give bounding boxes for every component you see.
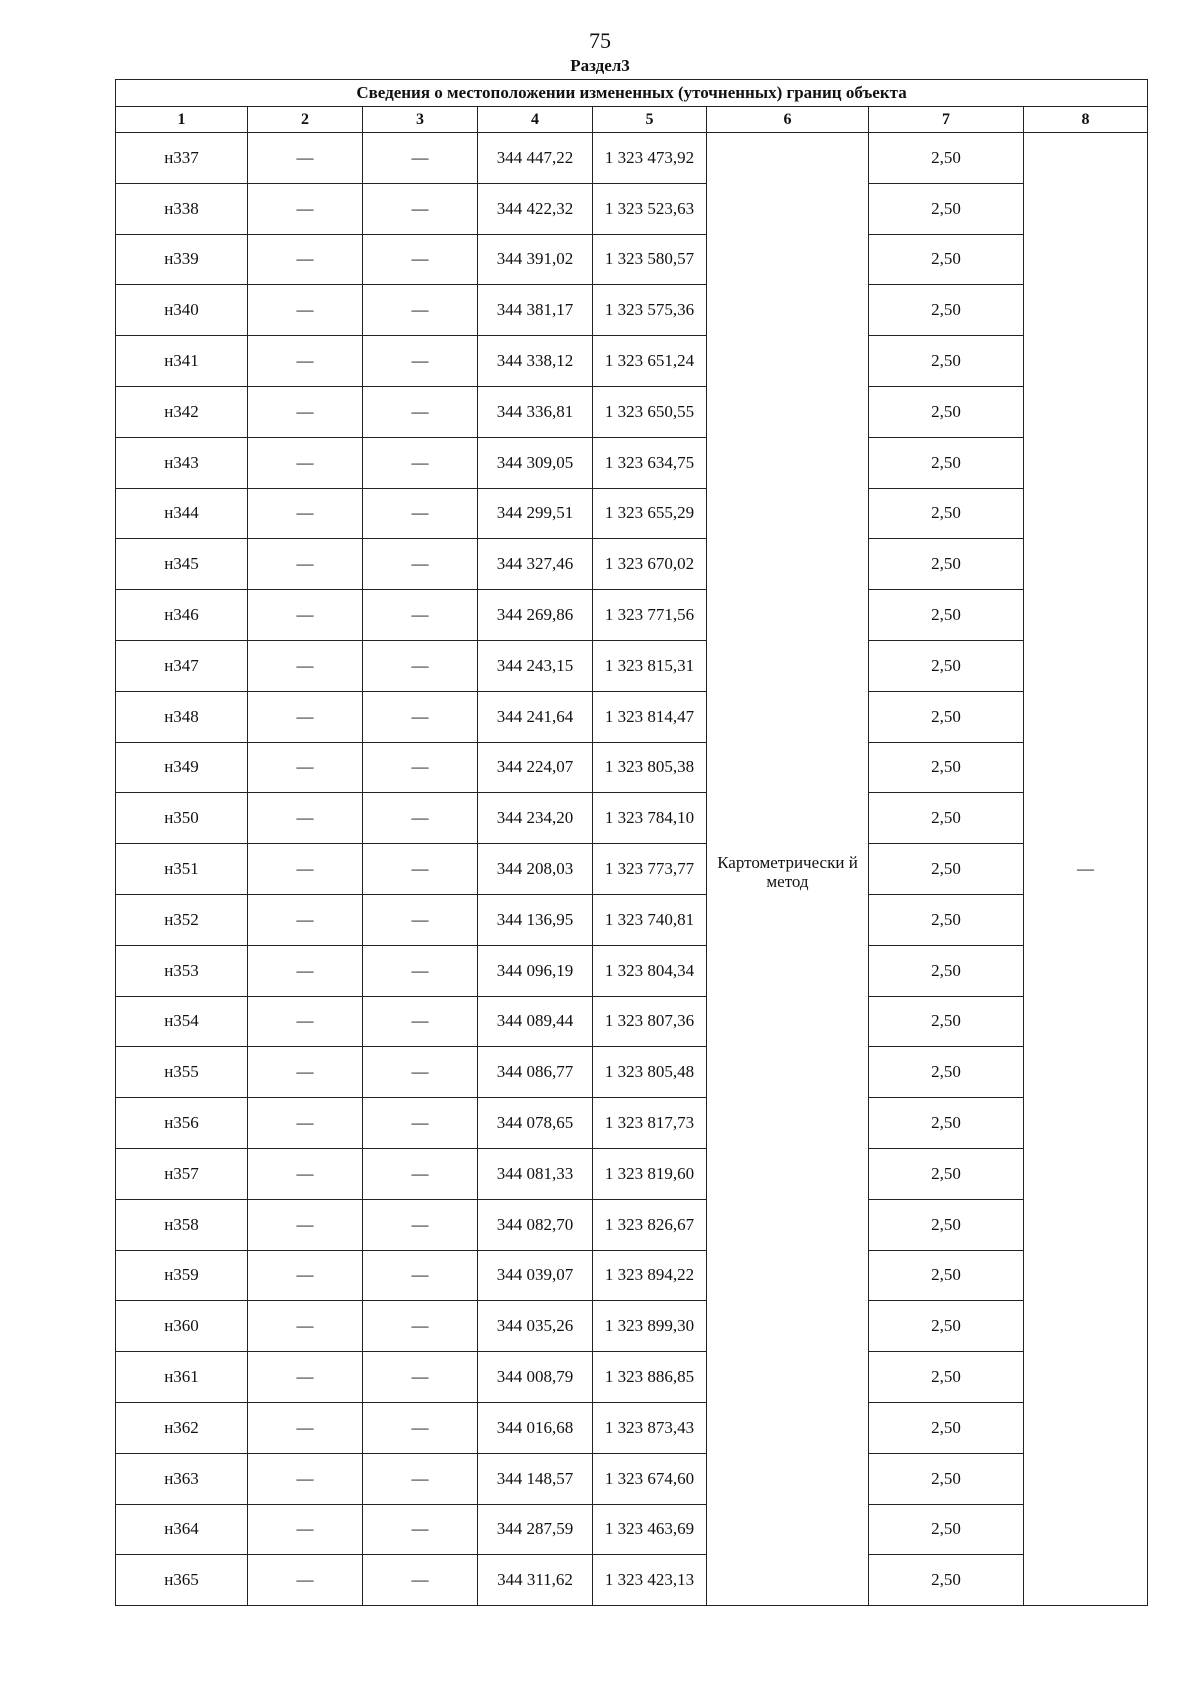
table-row	[116, 945, 1148, 996]
y-coordinate-cell: 1 323 771,56	[593, 590, 707, 641]
point-id-cell: н345	[116, 539, 248, 590]
x-coordinate-cell: 344 008,79	[478, 1352, 593, 1403]
column-2-cell: —	[248, 1148, 363, 1199]
point-id-cell: н355	[116, 1047, 248, 1098]
y-coordinate-cell: 1 323 826,67	[593, 1199, 707, 1250]
column-3-cell: —	[363, 945, 478, 996]
column-number-row	[116, 107, 1148, 133]
x-coordinate-cell: 344 243,15	[478, 640, 593, 691]
table-caption: Сведения о местоположении измененных (уточненных) границ объекта	[116, 80, 1148, 107]
point-id-cell: н341	[116, 336, 248, 387]
y-coordinate-cell: 1 323 650,55	[593, 386, 707, 437]
precision-cell: 2,50	[869, 488, 1024, 539]
y-coordinate-cell: 1 323 817,73	[593, 1098, 707, 1149]
point-id-cell: н365	[116, 1555, 248, 1606]
column-number: 4	[478, 107, 593, 133]
point-id-cell: н354	[116, 996, 248, 1047]
table-row	[116, 894, 1148, 945]
table-row	[116, 488, 1148, 539]
column-3-cell: —	[363, 1148, 478, 1199]
x-coordinate-cell: 344 287,59	[478, 1504, 593, 1555]
precision-cell: 2,50	[869, 1199, 1024, 1250]
table-row	[116, 793, 1148, 844]
table-row	[116, 691, 1148, 742]
x-coordinate-cell: 344 078,65	[478, 1098, 593, 1149]
column-3-cell: —	[363, 691, 478, 742]
y-coordinate-cell: 1 323 740,81	[593, 894, 707, 945]
column-2-cell: —	[248, 539, 363, 590]
y-coordinate-cell: 1 323 634,75	[593, 437, 707, 488]
column-number: 3	[363, 107, 478, 133]
y-coordinate-cell: 1 323 804,34	[593, 945, 707, 996]
x-coordinate-cell: 344 234,20	[478, 793, 593, 844]
column-2-cell: —	[248, 183, 363, 234]
x-coordinate-cell: 344 136,95	[478, 894, 593, 945]
table-row	[116, 1504, 1148, 1555]
column-3-cell: —	[363, 133, 478, 184]
precision-cell: 2,50	[869, 133, 1024, 184]
precision-cell: 2,50	[869, 1504, 1024, 1555]
y-coordinate-cell: 1 323 894,22	[593, 1250, 707, 1301]
column-2-cell: —	[248, 285, 363, 336]
precision-cell: 2,50	[869, 539, 1024, 590]
y-coordinate-cell: 1 323 473,92	[593, 133, 707, 184]
x-coordinate-cell: 344 224,07	[478, 742, 593, 793]
column-3-cell: —	[363, 183, 478, 234]
table-row	[116, 386, 1148, 437]
column-2-cell: —	[248, 894, 363, 945]
point-id-cell: н353	[116, 945, 248, 996]
column-number: 8	[1024, 107, 1148, 133]
column-3-cell: —	[363, 590, 478, 641]
precision-cell: 2,50	[869, 1301, 1024, 1352]
table-row	[116, 437, 1148, 488]
precision-cell: 2,50	[869, 945, 1024, 996]
x-coordinate-cell: 344 299,51	[478, 488, 593, 539]
table-row	[116, 1098, 1148, 1149]
column-2-cell: —	[248, 1301, 363, 1352]
table-row	[116, 539, 1148, 590]
column-3-cell: —	[363, 1555, 478, 1606]
coordinates-table	[115, 79, 1148, 1606]
x-coordinate-cell: 344 039,07	[478, 1250, 593, 1301]
point-id-cell: н361	[116, 1352, 248, 1403]
column-3-cell: —	[363, 336, 478, 387]
y-coordinate-cell: 1 323 655,29	[593, 488, 707, 539]
y-coordinate-cell: 1 323 423,13	[593, 1555, 707, 1606]
column-3-cell: —	[363, 1453, 478, 1504]
point-id-cell: н357	[116, 1148, 248, 1199]
table-row	[116, 234, 1148, 285]
precision-cell: 2,50	[869, 1098, 1024, 1149]
precision-cell: 2,50	[869, 996, 1024, 1047]
method-cell: Картометрически й метод	[707, 133, 869, 1606]
x-coordinate-cell: 344 338,12	[478, 336, 593, 387]
column-2-cell: —	[248, 793, 363, 844]
column-2-cell: —	[248, 133, 363, 184]
point-id-cell: н349	[116, 742, 248, 793]
precision-cell: 2,50	[869, 844, 1024, 895]
x-coordinate-cell: 344 381,17	[478, 285, 593, 336]
y-coordinate-cell: 1 323 773,77	[593, 844, 707, 895]
x-coordinate-cell: 344 391,02	[478, 234, 593, 285]
column-3-cell: —	[363, 1402, 478, 1453]
precision-cell: 2,50	[869, 590, 1024, 641]
table-row	[116, 285, 1148, 336]
y-coordinate-cell: 1 323 784,10	[593, 793, 707, 844]
x-coordinate-cell: 344 082,70	[478, 1199, 593, 1250]
table-row	[116, 742, 1148, 793]
point-id-cell: н351	[116, 844, 248, 895]
table-row	[116, 1555, 1148, 1606]
column-3-cell: —	[363, 437, 478, 488]
table-row	[116, 1402, 1148, 1453]
point-id-cell: н342	[116, 386, 248, 437]
x-coordinate-cell: 344 336,81	[478, 386, 593, 437]
column-3-cell: —	[363, 640, 478, 691]
table-row	[116, 640, 1148, 691]
column-2-cell: —	[248, 1098, 363, 1149]
table-row	[116, 844, 1148, 895]
point-id-cell: н359	[116, 1250, 248, 1301]
table-row	[116, 336, 1148, 387]
column-3-cell: —	[363, 1199, 478, 1250]
y-coordinate-cell: 1 323 463,69	[593, 1504, 707, 1555]
precision-cell: 2,50	[869, 1148, 1024, 1199]
table-row	[116, 1301, 1148, 1352]
column-2-cell: —	[248, 1047, 363, 1098]
column-3-cell: —	[363, 488, 478, 539]
x-coordinate-cell: 344 035,26	[478, 1301, 593, 1352]
column-number: 5	[593, 107, 707, 133]
x-coordinate-cell: 344 422,32	[478, 183, 593, 234]
point-id-cell: н339	[116, 234, 248, 285]
y-coordinate-cell: 1 323 886,85	[593, 1352, 707, 1403]
precision-cell: 2,50	[869, 793, 1024, 844]
precision-cell: 2,50	[869, 1453, 1024, 1504]
column-3-cell: —	[363, 844, 478, 895]
point-id-cell: н338	[116, 183, 248, 234]
column-2-cell: —	[248, 1250, 363, 1301]
table-row	[116, 183, 1148, 234]
y-coordinate-cell: 1 323 899,30	[593, 1301, 707, 1352]
x-coordinate-cell: 344 311,62	[478, 1555, 593, 1606]
precision-cell: 2,50	[869, 437, 1024, 488]
column-3-cell: —	[363, 1047, 478, 1098]
column-3-cell: —	[363, 1504, 478, 1555]
precision-cell: 2,50	[869, 336, 1024, 387]
column-3-cell: —	[363, 996, 478, 1047]
precision-cell: 2,50	[869, 1250, 1024, 1301]
column-3-cell: —	[363, 742, 478, 793]
y-coordinate-cell: 1 323 815,31	[593, 640, 707, 691]
column-number: 6	[707, 107, 869, 133]
precision-cell: 2,50	[869, 1402, 1024, 1453]
precision-cell: 2,50	[869, 183, 1024, 234]
x-coordinate-cell: 344 089,44	[478, 996, 593, 1047]
y-coordinate-cell: 1 323 807,36	[593, 996, 707, 1047]
column-2-cell: —	[248, 386, 363, 437]
column-3-cell: —	[363, 386, 478, 437]
column-2-cell: —	[248, 437, 363, 488]
y-coordinate-cell: 1 323 651,24	[593, 336, 707, 387]
y-coordinate-cell: 1 323 674,60	[593, 1453, 707, 1504]
precision-cell: 2,50	[869, 894, 1024, 945]
point-id-cell: н340	[116, 285, 248, 336]
column-number: 1	[116, 107, 248, 133]
table-row	[116, 996, 1148, 1047]
column-2-cell: —	[248, 590, 363, 641]
point-id-cell: н363	[116, 1453, 248, 1504]
table-row	[116, 1250, 1148, 1301]
precision-cell: 2,50	[869, 691, 1024, 742]
table-row	[116, 1453, 1148, 1504]
x-coordinate-cell: 344 086,77	[478, 1047, 593, 1098]
point-id-cell: н344	[116, 488, 248, 539]
x-coordinate-cell: 344 208,03	[478, 844, 593, 895]
y-coordinate-cell: 1 323 819,60	[593, 1148, 707, 1199]
y-coordinate-cell: 1 323 670,02	[593, 539, 707, 590]
column-2-cell: —	[248, 1352, 363, 1403]
column-2-cell: —	[248, 1555, 363, 1606]
column-2-cell: —	[248, 844, 363, 895]
y-coordinate-cell: 1 323 805,48	[593, 1047, 707, 1098]
point-id-cell: н350	[116, 793, 248, 844]
column-2-cell: —	[248, 945, 363, 996]
table-row	[116, 1148, 1148, 1199]
x-coordinate-cell: 344 327,46	[478, 539, 593, 590]
column-3-cell: —	[363, 285, 478, 336]
precision-cell: 2,50	[869, 1352, 1024, 1403]
precision-cell: 2,50	[869, 234, 1024, 285]
column-number: 7	[869, 107, 1024, 133]
x-coordinate-cell: 344 447,22	[478, 133, 593, 184]
precision-cell: 2,50	[869, 742, 1024, 793]
column-3-cell: —	[363, 894, 478, 945]
column-3-cell: —	[363, 793, 478, 844]
table-row	[116, 1199, 1148, 1250]
y-coordinate-cell: 1 323 575,36	[593, 285, 707, 336]
point-id-cell: н364	[116, 1504, 248, 1555]
column-2-cell: —	[248, 1199, 363, 1250]
point-id-cell: н348	[116, 691, 248, 742]
column-3-cell: —	[363, 539, 478, 590]
column-8-cell: —	[1024, 133, 1148, 1606]
point-id-cell: н346	[116, 590, 248, 641]
column-3-cell: —	[363, 1301, 478, 1352]
precision-cell: 2,50	[869, 386, 1024, 437]
column-2-cell: —	[248, 691, 363, 742]
precision-cell: 2,50	[869, 285, 1024, 336]
column-2-cell: —	[248, 1402, 363, 1453]
precision-cell: 2,50	[869, 640, 1024, 691]
column-2-cell: —	[248, 1453, 363, 1504]
point-id-cell: н358	[116, 1199, 248, 1250]
table-row	[116, 590, 1148, 641]
y-coordinate-cell: 1 323 873,43	[593, 1402, 707, 1453]
table-body	[116, 133, 1148, 1606]
column-2-cell: —	[248, 234, 363, 285]
x-coordinate-cell: 344 269,86	[478, 590, 593, 641]
point-id-cell: н337	[116, 133, 248, 184]
y-coordinate-cell: 1 323 814,47	[593, 691, 707, 742]
column-2-cell: —	[248, 742, 363, 793]
column-2-cell: —	[248, 1504, 363, 1555]
x-coordinate-cell: 344 309,05	[478, 437, 593, 488]
point-id-cell: н360	[116, 1301, 248, 1352]
x-coordinate-cell: 344 241,64	[478, 691, 593, 742]
point-id-cell: н343	[116, 437, 248, 488]
column-number: 2	[248, 107, 363, 133]
column-3-cell: —	[363, 234, 478, 285]
y-coordinate-cell: 1 323 580,57	[593, 234, 707, 285]
x-coordinate-cell: 344 016,68	[478, 1402, 593, 1453]
column-2-cell: —	[248, 640, 363, 691]
x-coordinate-cell: 344 081,33	[478, 1148, 593, 1199]
column-3-cell: —	[363, 1098, 478, 1149]
x-coordinate-cell: 344 096,19	[478, 945, 593, 996]
y-coordinate-cell: 1 323 523,63	[593, 183, 707, 234]
page-number: 75	[589, 28, 611, 53]
point-id-cell: н352	[116, 894, 248, 945]
x-coordinate-cell: 344 148,57	[478, 1453, 593, 1504]
column-3-cell: —	[363, 1352, 478, 1403]
table-row	[116, 133, 1148, 184]
table-row	[116, 1047, 1148, 1098]
point-id-cell: н356	[116, 1098, 248, 1149]
precision-cell: 2,50	[869, 1047, 1024, 1098]
column-2-cell: —	[248, 488, 363, 539]
column-3-cell: —	[363, 1250, 478, 1301]
point-id-cell: н362	[116, 1402, 248, 1453]
table-row	[116, 1352, 1148, 1403]
column-2-cell: —	[248, 336, 363, 387]
precision-cell: 2,50	[869, 1555, 1024, 1606]
y-coordinate-cell: 1 323 805,38	[593, 742, 707, 793]
section-title: Раздел3	[570, 56, 630, 75]
column-2-cell: —	[248, 996, 363, 1047]
point-id-cell: н347	[116, 640, 248, 691]
